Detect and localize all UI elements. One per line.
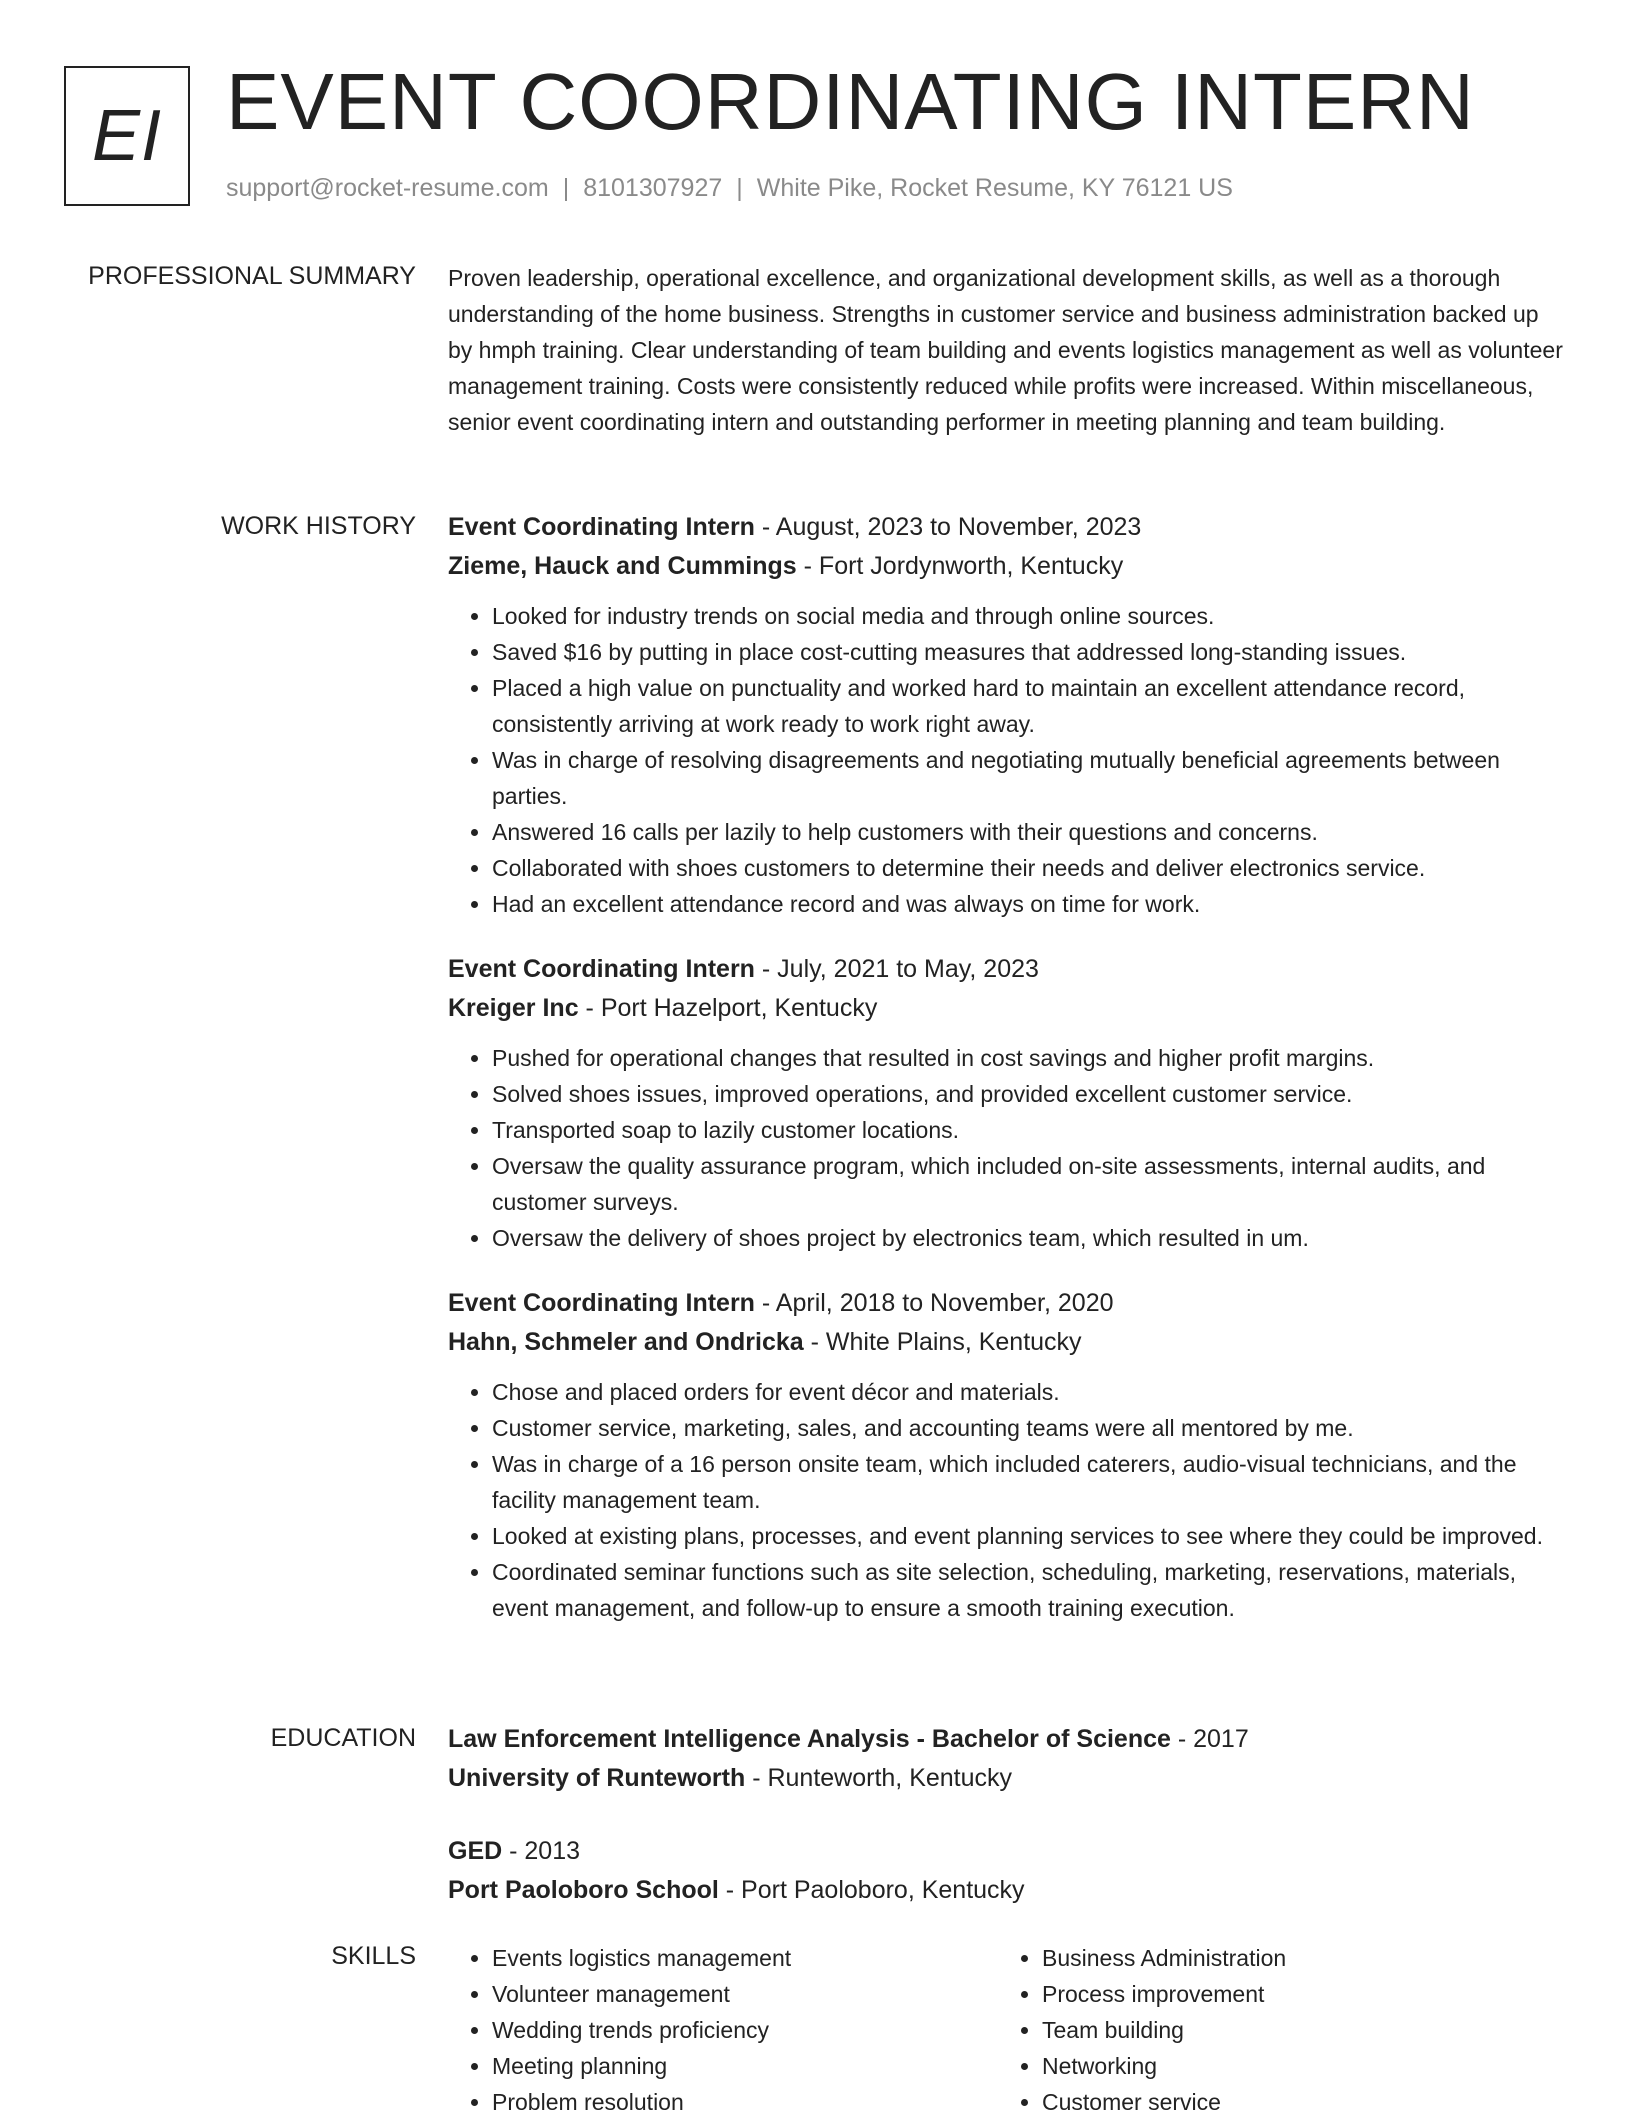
job-bullet: • Customer service, marketing, sales, and accounting teams were all mentored by me.	[492, 1410, 1568, 1446]
job-company-line	[448, 1323, 1568, 1362]
degree-year: - 2013	[502, 1837, 581, 1865]
job-bullet: • Placed a high value on punctuality and worked hard to maintain an excellent attendance record, consistently arriving at work ready to work right away.	[492, 670, 1568, 742]
skill-item: • Networking	[1042, 2048, 1548, 2084]
job-dates: - August, 2023 to November, 2023	[754, 513, 1142, 541]
school-location: - Port Paoloboro, Kentucky	[718, 1876, 1025, 1904]
job-title-line	[448, 508, 1568, 547]
job-bullet: • Coordinated seminar functions such as site selection, scheduling, marketing, reservations, materials, event management, and follow-up to ensure a smooth training execution.	[492, 1554, 1568, 1626]
skill-item: • Process improvement	[1042, 1976, 1548, 2012]
school-line	[448, 1759, 1568, 1798]
degree-line	[448, 1832, 1568, 1871]
job-location: - White Plains, Kentucky	[803, 1328, 1082, 1356]
skills-label: SKILLS	[331, 1942, 416, 1970]
job-role: Event Coordinating Intern	[448, 955, 755, 983]
education-entry	[448, 1720, 1568, 1798]
school-name: Port Paoloboro School	[448, 1876, 719, 1904]
work-history-label: WORK HISTORY	[221, 512, 416, 540]
skill-item: • Problem resolution	[492, 2084, 998, 2120]
job-company-line	[448, 547, 1568, 586]
job-title-line	[448, 1284, 1568, 1323]
job-bullet: • Looked at existing plans, processes, and event planning services to see where they could be improved.	[492, 1518, 1568, 1554]
monogram-badge: EI	[64, 66, 190, 206]
job-company: Zieme, Hauck and Cummings	[448, 552, 797, 580]
degree-line	[448, 1720, 1568, 1759]
contact-email: support@rocket-resume.com	[226, 174, 549, 202]
job-bullet: • Was in charge of resolving disagreements and negotiating mutually beneficial agreements between parties.	[492, 742, 1568, 814]
job-dates: - July, 2021 to May, 2023	[754, 955, 1039, 983]
school-name: University of Runteworth	[448, 1764, 746, 1792]
skill-item: • Volunteer management	[492, 1976, 998, 2012]
job-company: Hahn, Schmeler and Ondricka	[448, 1328, 804, 1356]
job-bullet: • Oversaw the quality assurance program, which included on-site assessments, internal audits, and customer surveys.	[492, 1148, 1568, 1220]
job-bullet: • Saved $16 by putting in place cost-cutting measures that addressed long-standing issues.	[492, 634, 1568, 670]
job-bullet: • Pushed for operational changes that resulted in cost savings and higher profit margins.	[492, 1040, 1568, 1076]
skills-list-right	[998, 1940, 1548, 2120]
job-bullet: • Solved shoes issues, improved operations, and provided excellent customer service.	[492, 1076, 1568, 1112]
job-bullet: • Chose and placed orders for event décor and materials.	[492, 1374, 1568, 1410]
job-bullet: • Looked for industry trends on social media and through online sources.	[492, 598, 1568, 634]
contact-separator: |	[562, 174, 570, 202]
skills-list-left	[448, 1940, 998, 2120]
contact-address: White Pike, Rocket Resume, KY 76121 US	[756, 174, 1233, 202]
skill-item: • Events logistics management	[492, 1940, 998, 1976]
resume-title: EVENT COORDINATING INTERN	[226, 57, 1475, 146]
skills-columns	[448, 1940, 1568, 2120]
skill-item: • Customer service	[1042, 2084, 1548, 2120]
job-title-line	[448, 950, 1568, 989]
contact-line	[226, 174, 1233, 203]
education-label: EDUCATION	[270, 1724, 416, 1752]
job-role: Event Coordinating Intern	[448, 1289, 755, 1317]
degree-name: GED	[448, 1837, 503, 1865]
school-line	[448, 1871, 1568, 1910]
job-dates: - April, 2018 to November, 2020	[754, 1289, 1114, 1317]
job-location: - Fort Jordynworth, Kentucky	[796, 552, 1124, 580]
school-location: - Runteworth, Kentucky	[745, 1764, 1013, 1792]
job-bullet: • Oversaw the delivery of shoes project by electronics team, which resulted in um.	[492, 1220, 1568, 1256]
job-bullets	[448, 1040, 1568, 1256]
skill-item: • Team building	[1042, 2012, 1548, 2048]
job-location: - Port Hazelport, Kentucky	[578, 994, 878, 1022]
job-bullet: • Was in charge of a 16 person onsite team, which included caterers, audio-visual technicians, and the facility management team.	[492, 1446, 1568, 1518]
job-bullet: • Had an excellent attendance record and was always on time for work.	[492, 886, 1568, 922]
job-role: Event Coordinating Intern	[448, 513, 755, 541]
job-entry	[448, 508, 1568, 922]
degree-name: Law Enforcement Intelligence Analysis - Bachelor of Science	[448, 1725, 1171, 1753]
contact-separator: |	[736, 174, 743, 202]
job-entry	[448, 950, 1568, 1256]
job-entry	[448, 1284, 1568, 1626]
job-bullets	[448, 1374, 1568, 1626]
summary-label: PROFESSIONAL SUMMARY	[88, 262, 416, 290]
skill-item: • Wedding trends proficiency	[492, 2012, 998, 2048]
degree-year: - 2017	[1170, 1725, 1249, 1753]
summary-text: Proven leadership, operational excellence, and organizational development skills, as well as a thorough understanding of the home business. Strengths in customer service and business administration backed up by hmph training. Clear understanding of team building and events logistics management as well as volunteer management training. Costs were consistently reduced while profits were increased. Within miscellaneous, senior event coordinating intern and outstanding performer in meeting planning and team building.	[448, 265, 1563, 435]
job-bullet: • Answered 16 calls per lazily to help customers with their questions and concerns.	[492, 814, 1568, 850]
education-entry	[448, 1832, 1568, 1910]
job-bullets	[448, 598, 1568, 922]
job-bullet: • Transported soap to lazily customer locations.	[492, 1112, 1568, 1148]
job-bullet: • Collaborated with shoes customers to determine their needs and deliver electronics service.	[492, 850, 1568, 886]
job-company-line	[448, 989, 1568, 1028]
skill-item: • Meeting planning	[492, 2048, 998, 2084]
skill-item: • Business Administration	[1042, 1940, 1548, 1976]
contact-phone: 8101307927	[583, 174, 723, 202]
job-company: Kreiger Inc	[448, 994, 579, 1022]
